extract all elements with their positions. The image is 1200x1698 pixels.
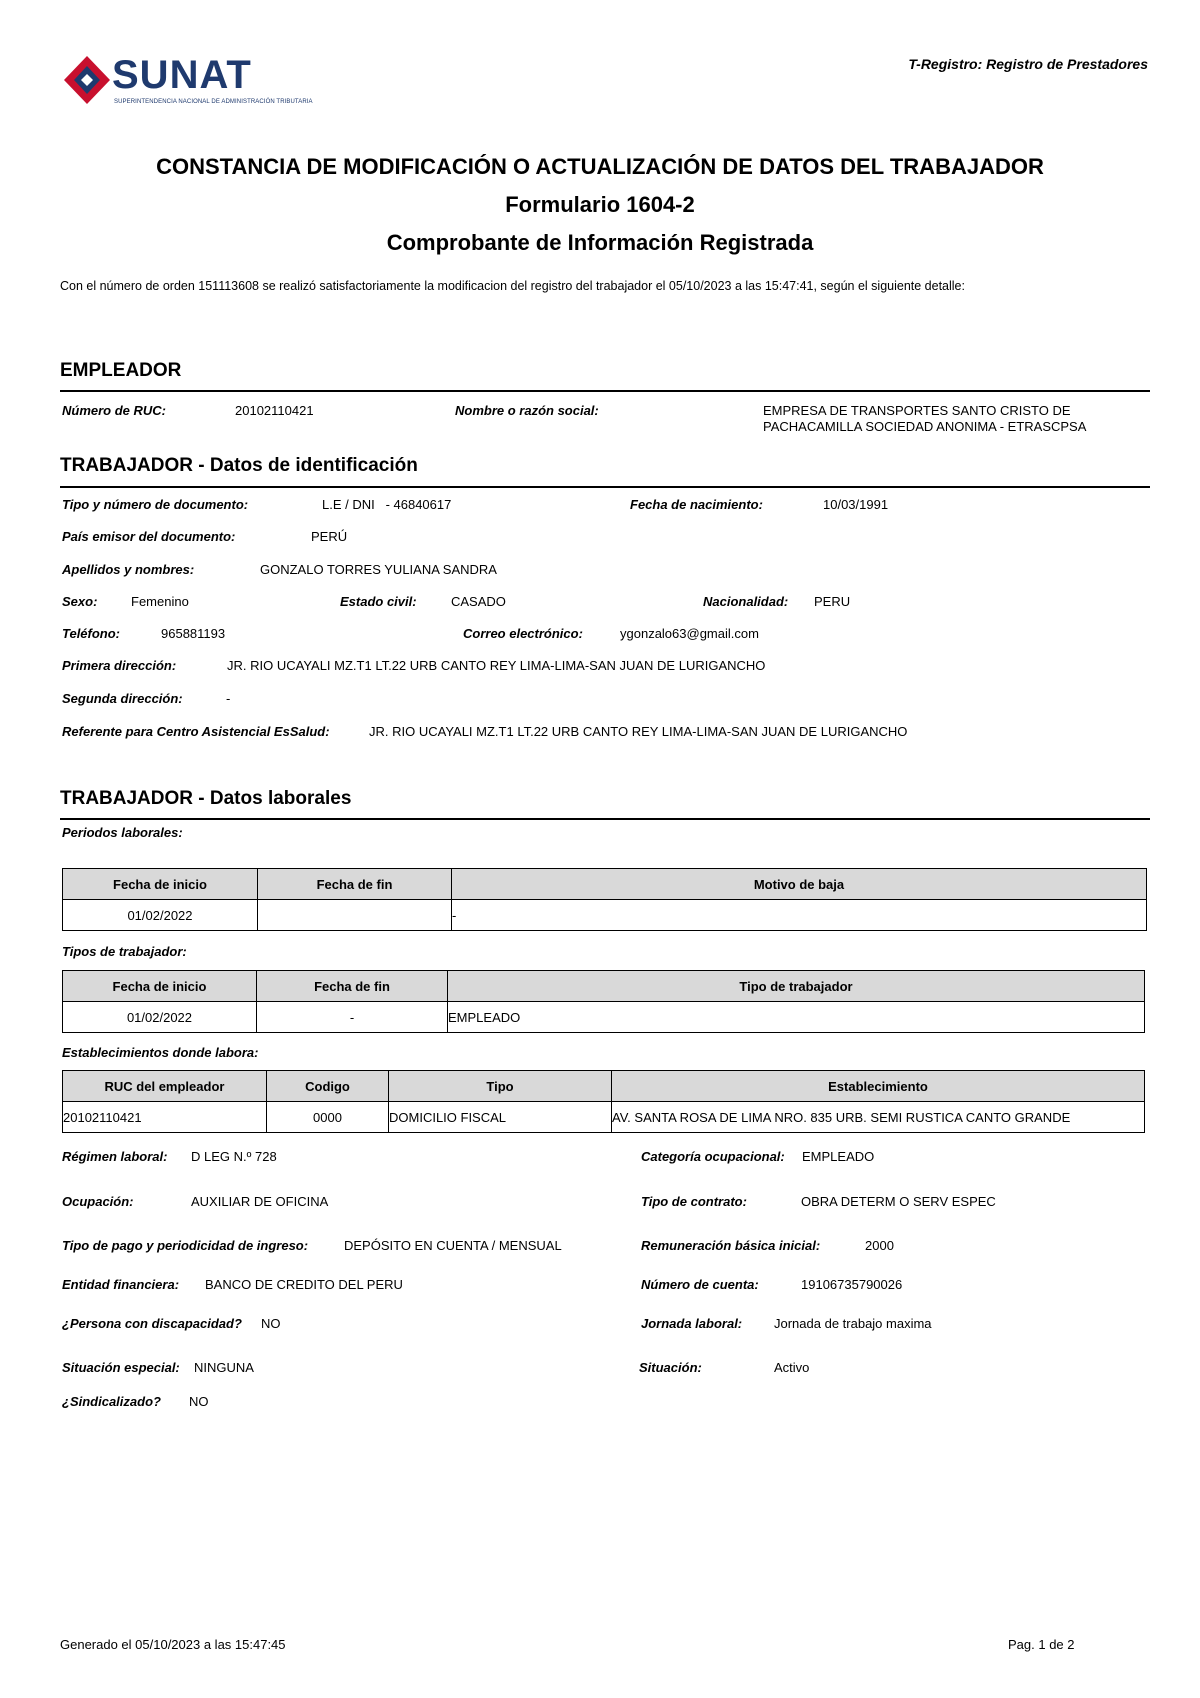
table-cell: 01/02/2022 [63, 1002, 257, 1033]
apellidos-label: Apellidos y nombres: [62, 562, 195, 577]
entidad-value: BANCO DE CREDITO DEL PERU [205, 1277, 403, 1292]
table-cell: 01/02/2022 [63, 900, 258, 931]
situacion-especial-value: NINGUNA [194, 1360, 254, 1375]
pais-label: País emisor del documento: [62, 529, 236, 544]
situacion-value: Activo [774, 1360, 810, 1375]
logo-subtext: SUPERINTENDENCIA NACIONAL DE ADMINISTRACIÓN TRIBUTARIA [114, 99, 313, 105]
nacionalidad-label: Nacionalidad: [703, 594, 789, 609]
sunat-diamond-icon [62, 54, 112, 106]
document-subtitle: Comprobante de Información Registrada [386, 230, 814, 255]
referente-value: JR. RIO UCAYALI MZ.T1 LT.22 URB CANTO REY LIMA-LIMA-SAN JUAN DE LURIGANCHO [369, 724, 908, 739]
correo-value: ygonzalo63@gmail.com [620, 626, 759, 641]
periodos-table [62, 868, 1147, 931]
nacionalidad-value: PERU [814, 594, 851, 609]
table-cell: - [257, 1002, 448, 1033]
column-header: Establecimiento [612, 1071, 1145, 1102]
situacion-label: Situación: [639, 1360, 702, 1375]
fecha-nac-label: Fecha de nacimiento: [630, 497, 763, 512]
table-cell: 20102110421 [63, 1102, 267, 1133]
intro-text: Con el número de orden 151113608 se realizó satisfactoriamente la modificacion del registro del trabajador el 05/10/2023 a las 15:47:41, según el siguiente detalle: [60, 279, 965, 293]
estado-civil-label: Estado civil: [340, 594, 417, 609]
form-number: Formulario 1604-2 [505, 192, 695, 217]
column-header: Fecha de fin [258, 869, 452, 900]
jornada-value: Jornada de trabajo maxima [774, 1316, 932, 1331]
ruc-label: Número de RUC: [62, 403, 167, 418]
section-identificacion: TRABAJADOR - Datos de identificación [60, 455, 418, 476]
cuenta-label: Número de cuenta: [641, 1277, 759, 1292]
discapacidad-label: ¿Persona con discapacidad? [62, 1316, 242, 1331]
fecha-nac-value: 10/03/1991 [823, 497, 889, 512]
estado-civil-value: CASADO [451, 594, 506, 609]
table-cell: AV. SANTA ROSA DE LIMA NRO. 835 URB. SEMI RUSTICA CANTO GRANDE [612, 1102, 1145, 1133]
sexo-label: Sexo: [62, 594, 98, 609]
regimen-label: Régimen laboral: [62, 1149, 168, 1164]
document-title: CONSTANCIA DE MODIFICACIÓN O ACTUALIZACIÓN DE DATOS DEL TRABAJADOR [156, 154, 1044, 179]
nombre-value-line1: EMPRESA DE TRANSPORTES SANTO CRISTO DE [763, 403, 1071, 418]
entidad-label: Entidad financiera: [62, 1277, 180, 1292]
tipos-label: Tipos de trabajador: [62, 944, 187, 959]
column-header: Tipo [389, 1071, 612, 1102]
logo-text: SUNAT [112, 53, 252, 97]
categoria-value: EMPLEADO [802, 1149, 875, 1164]
direccion1-value: JR. RIO UCAYALI MZ.T1 LT.22 URB CANTO REY LIMA-LIMA-SAN JUAN DE LURIGANCHO [227, 658, 766, 673]
contrato-value: OBRA DETERM O SERV ESPEC [801, 1194, 996, 1209]
section-empleador: EMPLEADOR [60, 360, 182, 381]
ruc-value: 20102110421 [235, 403, 314, 418]
tipo-doc-label: Tipo y número de documento: [62, 497, 249, 512]
table-cell: EMPLEADO [448, 1002, 1145, 1033]
direccion1-label: Primera dirección: [62, 658, 177, 673]
pais-value: PERÚ [311, 529, 348, 544]
correo-label: Correo electrónico: [463, 626, 583, 641]
remuneracion-value: 2000 [865, 1238, 894, 1253]
establecimientos-label: Establecimientos donde labora: [62, 1045, 259, 1060]
contrato-label: Tipo de contrato: [641, 1194, 747, 1209]
column-header: Fecha de inicio [63, 971, 257, 1002]
ocupacion-label: Ocupación: [62, 1194, 134, 1209]
column-header: Motivo de baja [452, 869, 1147, 900]
sexo-value: Femenino [131, 594, 189, 609]
generated-timestamp: Generado el 05/10/2023 a las 15:47:45 [60, 1637, 286, 1652]
sunat-logo [62, 52, 313, 110]
discapacidad-value: NO [261, 1316, 281, 1331]
remuneracion-label: Remuneración básica inicial: [641, 1238, 821, 1253]
column-header: Codigo [267, 1071, 389, 1102]
telefono-label: Teléfono: [62, 626, 121, 641]
table-row [63, 900, 1147, 931]
sindicalizado-value: NO [189, 1394, 209, 1409]
jornada-label: Jornada laboral: [641, 1316, 743, 1331]
column-header: Fecha de inicio [63, 869, 258, 900]
tipo-doc-value: L.E / DNI - 46840617 [322, 497, 452, 512]
table-cell: - [452, 900, 1147, 931]
pago-label: Tipo de pago y periodicidad de ingreso: [62, 1238, 309, 1253]
nombre-value-line2: PACHACAMILLA SOCIEDAD ANONIMA - ETRASCPSA [763, 419, 1087, 434]
table-cell: DOMICILIO FISCAL [389, 1102, 612, 1133]
nombre-label: Nombre o razón social: [455, 403, 599, 418]
pago-value: DEPÓSITO EN CUENTA / MENSUAL [344, 1238, 562, 1253]
divider [60, 390, 1150, 392]
column-header: Fecha de fin [257, 971, 448, 1002]
system-title: T-Registro: Registro de Prestadores [908, 56, 1148, 72]
table-header-row [63, 1071, 1145, 1102]
table-header-row [63, 971, 1145, 1002]
section-laborales: TRABAJADOR - Datos laborales [60, 788, 352, 809]
telefono-value: 965881193 [161, 626, 226, 641]
column-header: RUC del empleador [63, 1071, 267, 1102]
table-row [63, 1102, 1145, 1133]
referente-label: Referente para Centro Asistencial EsSalud: [62, 724, 330, 739]
divider [60, 818, 1150, 820]
tipos-table [62, 970, 1145, 1033]
page-number: Pag. 1 de 2 [1008, 1637, 1075, 1652]
column-header: Tipo de trabajador [448, 971, 1145, 1002]
situacion-especial-label: Situación especial: [62, 1360, 180, 1375]
table-cell [258, 900, 452, 931]
establecimientos-table [62, 1070, 1145, 1133]
sindicalizado-label: ¿Sindicalizado? [62, 1394, 161, 1409]
regimen-value: D LEG N.º 728 [191, 1149, 277, 1164]
cuenta-value: 19106735790026 [801, 1277, 903, 1292]
apellidos-value: GONZALO TORRES YULIANA SANDRA [260, 562, 497, 577]
table-cell: 0000 [267, 1102, 389, 1133]
table-row [63, 1002, 1145, 1033]
ocupacion-value: AUXILIAR DE OFICINA [191, 1194, 329, 1209]
direccion2-value: - [226, 691, 231, 706]
categoria-label: Categoría ocupacional: [641, 1149, 785, 1164]
direccion2-label: Segunda dirección: [62, 691, 183, 706]
table-header-row [63, 869, 1147, 900]
divider [60, 486, 1150, 488]
periodos-label: Periodos laborales: [62, 825, 183, 840]
